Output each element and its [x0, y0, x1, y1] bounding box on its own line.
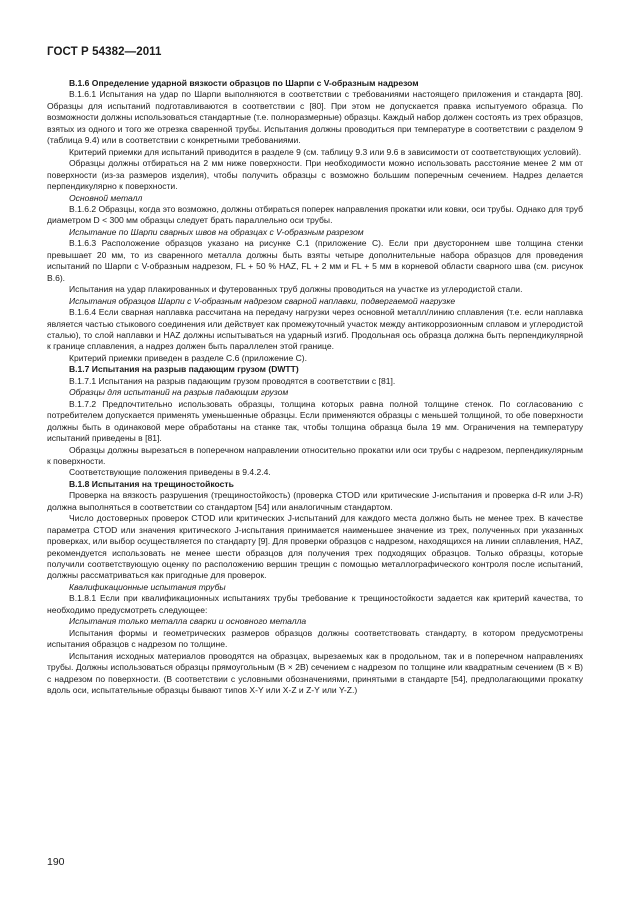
paragraph-sampling-depth: Образцы должны отбираться на 2 мм ниже поверхности. При необходимости можно использовать расстояние менее 2 мм от поверхности (из-за размеров изделия), чтобы получить образцы с возможно большим поперечным сечением. Надрез делается перпендикулярно к поверхности. [47, 158, 583, 192]
paragraph-b163: В.1.6.3 Расположение образцов указано на рисунке С.1 (приложение С). Если при двустороннем шве толщина стенки превышает 20 мм, то из сваренного металла должны быть взяты четыре дополнительные набора образцов для проведения испытаний по Шарпи с V-образным надрезом, FL + 50 % HAZ, FL + 2 мм и FL + 5 мм в корневой области сварного шва (см. рисунок В.6). [47, 238, 583, 283]
paragraph-specimen-geometry: Испытания формы и геометрических размеров образцов должны соответствовать стандарту, в котором предусмотрены испытания образцов с надрезом по толщине. [47, 627, 583, 650]
paragraph-transverse-specimens: Образцы должны вырезаться в поперечном направлении относительно прокатки или оси трубы с надрезом, перпендикулярным к поверхности. [47, 444, 583, 466]
page-number: 190 [47, 856, 65, 868]
paragraph-b181: В.1.8.1 Если при квалификационных испытаниях трубы требование к трещиностойкости задается как критерий качества, то необходимо предусмотреть следующее: [47, 593, 583, 615]
subheading-weld-and-base: Испытания только металла сварки и основного металла [69, 616, 307, 627]
paragraph-b164: В.1.6.4 Если сварная наплавка рассчитана на передачу нагрузки через основной металл/линию сплавления (т.е. если наплавка является частью стыкового соединения или действует как промежуточный участок между антикоррозионным сплавом и углеродистой сталью), то слой наплавки и HAZ должны испытываться на ударный изгиб. Продольная ось образца должна быть перпендикулярной к границе сплавления, а надрез должен быть параллелен этой границе. [47, 307, 583, 352]
paragraph-reference-9424: Соответствующие положения приведены в 9.4.2.4. [69, 467, 271, 478]
subheading-base-metal: Основной металл [69, 192, 143, 203]
section-heading-b17: В.1.7 Испытания на разрыв падающим грузом (DWTT) [69, 364, 299, 375]
paragraph-raw-materials: Испытания исходных материалов проводятся на образцах, вырезаемых как в продольном, так и в поперечном направлениях трубы. Должны использоваться образцы прямоугольным (В × 2В) сечением с надрезом по толщине или квадратным сечением (В × В) с надрезом по поверхности. (В соответствии с условными обозначениями, принятыми в стандарте [54], предполагающими прокатку вдоль оси, испытательные образцы бывают типов X-Y или X-Z и Z-Y или Y-Z.) [47, 650, 583, 696]
paragraph-acceptance-criteria: Критерий приемки для испытаний приводится в разделе 9 (см. таблицу 9.3 или 9.6 в зависимости от соответствующих условий). [69, 146, 582, 157]
paragraph-acceptance-c6: Критерий приемки приведен в разделе С.6 (приложение С). [69, 352, 307, 363]
paragraph-b162: В.1.6.2 Образцы, когда это возможно, должны отбираться поперек направления прокатки или ковки, оси трубы. Однако для труб диаметром D < 300 мм образцы следует брать параллельно оси трубы. [47, 203, 583, 226]
subheading-weld-charpy: Испытание по Шарпи сварных швов на образцах с V-образным разрезом [69, 226, 364, 237]
paragraph-fracture-toughness: Проверка на вязкость разрушения (трещиностойкость) (проверка CTOD или критические J-испытания и проверка d-R или J-R) должна выполняться в соответствии со стандартом [54] или аналогичным стандартом. [47, 490, 583, 512]
subheading-overlay-charpy: Испытания образцов Шарпи с V-образным надрезом сварной наплавки, подвергаемой нагрузке [69, 295, 456, 306]
paragraph-b171: В.1.7.1 Испытания на разрыв падающим грузом проводятся в соответствии с [81]. [69, 375, 396, 386]
paragraph-clad-pipes: Испытания на удар плакированных и футерованных труб должны проводиться на участке из углеродистой стали. [69, 284, 523, 295]
document-standard-header: ГОСТ Р 54382—2011 [47, 46, 162, 58]
paragraph-b172: В.1.7.2 Предпочтительно использовать образцы, толщина которых равна полной толщине стенок. По согласованию с потребителем допускается применять уменьшенные образцы. Если применяются образцы с меньшей толщиной, то обе поверхности должны быть в одинаковой мере обработаны на станке так, чтобы толщина образца была 19 мм. Ограничения на температуру испытаний приведены в [81]. [47, 398, 583, 444]
subheading-dwtt-specimens: Образцы для испытаний на разрыв падающим грузом [69, 387, 289, 398]
document-body [47, 78, 583, 696]
section-heading-b16: В.1.6 Определение ударной вязкости образцов по Шарпи с V-образным надрезом [69, 78, 419, 88]
subheading-qualification: Квалификационные испытания трубы [69, 581, 226, 592]
paragraph-b161: В.1.6.1 Испытания на удар по Шарпи выполняются в соответствии с требованиями настоящего приложения и стандарта [80]. Образцы для испытаний подготавливаются в соответствии с [80]. При этом не допускается правка испытуемого образца. По возможности должны использоваться стандартные (т.е. полноразмерные) образцы. Каждый набор должен состоять из трех образцов, взятых из одного и того же отрезка сваренной трубы. Испытания должны проводиться при температуре в соответствии с разделом 9 (таблица 9.4) или в соответствии с конкретными требованиями. [47, 89, 583, 146]
paragraph-ctod-count: Число достоверных проверок CTOD или критических J-испытаний для каждого места должно быть не менее трех. В качестве параметра CTOD или значения критического J-испытания принимается наименьшее значение из трех, полученных при указанных проверках, или выбор осуществляется по стандарту [9]. Для проверки образцов с надрезом, находящихся на линии сплавления, HAZ, рекомендуется использовать не менее шести образцов для получения трех подходящих образцов. Только образцы, которые получили соответствующую оценку по расположению вершин трещин с помощью металлографического контроля после испытаний, должны рассматриваться как пригодные для проверок. [47, 513, 583, 581]
section-heading-b18: В.1.8 Испытания на трещиностойкость [69, 478, 234, 489]
